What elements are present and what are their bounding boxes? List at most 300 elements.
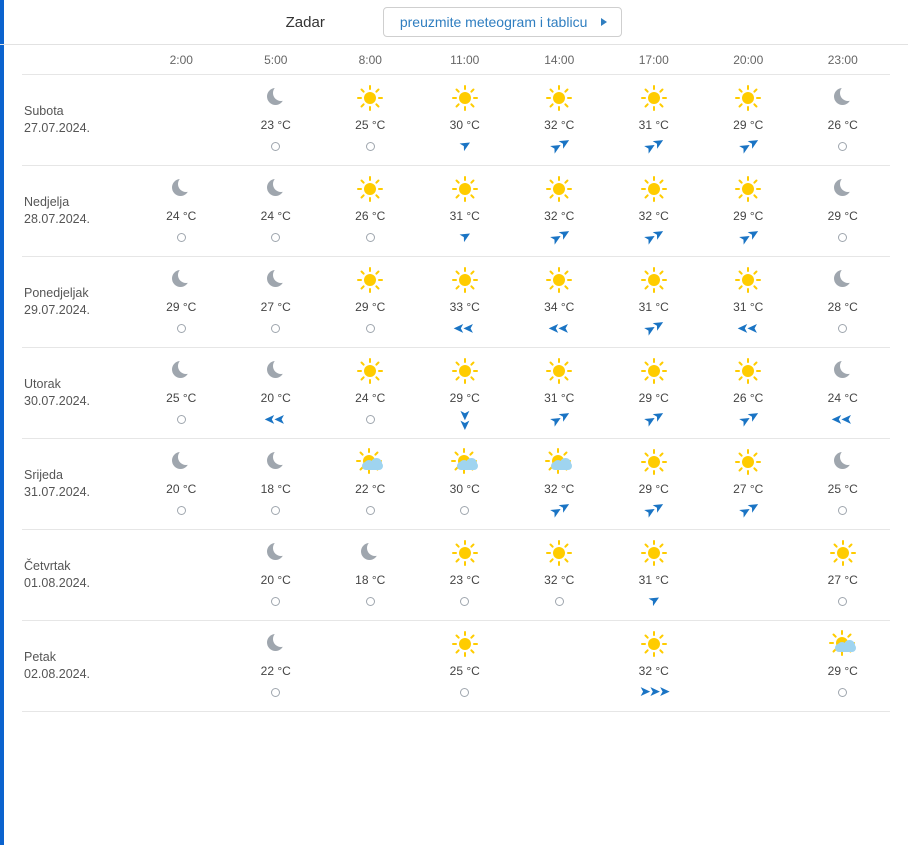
wind-calm-icon	[460, 688, 469, 697]
temperature-value: 32 °C	[638, 664, 669, 678]
wind-barb-icon: ➤➤	[735, 498, 761, 522]
temperature-value: 24 °C	[827, 391, 858, 405]
forecast-hour-cell	[607, 166, 702, 256]
temperature-value: 24 °C	[355, 391, 386, 405]
forecast-hour-cell	[229, 439, 324, 529]
left-accent-bar	[0, 0, 4, 845]
temperature-value: 32 °C	[544, 209, 575, 223]
temperature-value: 31 °C	[638, 573, 669, 587]
sunny-icon	[357, 267, 383, 293]
weather-icon-slot	[607, 627, 702, 661]
wind-calm-icon	[366, 597, 375, 606]
weather-icon-slot	[607, 172, 702, 206]
wind-indicator-slot	[796, 226, 891, 248]
forecast-hour-cell	[796, 530, 891, 620]
sunny-icon	[357, 176, 383, 202]
wind-calm-icon	[271, 324, 280, 333]
forecast-day-row	[22, 348, 890, 439]
wind-indicator-slot	[418, 499, 513, 521]
wind-calm-icon	[271, 233, 280, 242]
weather-icon-slot	[229, 263, 324, 297]
wind-indicator-slot	[512, 317, 607, 339]
temperature-value: 27 °C	[733, 482, 764, 496]
hour-header-cell: 20:00	[733, 53, 764, 67]
weather-icon-slot	[229, 354, 324, 388]
wind-calm-icon	[366, 233, 375, 242]
wind-indicator-slot	[796, 499, 891, 521]
wind-indicator-slot	[607, 590, 702, 612]
wind-barb-icon: ➤	[645, 591, 662, 611]
weather-icon-slot	[607, 354, 702, 388]
temperature-value	[134, 115, 229, 135]
day-date: 31.07.2024.	[24, 485, 91, 499]
clear-night-icon	[264, 450, 288, 474]
temperature-value: 29 °C	[827, 209, 858, 223]
clear-night-icon	[358, 541, 382, 565]
clear-night-icon	[831, 450, 855, 474]
wind-barb-icon: ➤➤	[735, 134, 761, 158]
weather-icon-slot	[134, 627, 229, 661]
day-hour-cells	[134, 75, 890, 165]
forecast-hour-cell	[229, 348, 324, 438]
temperature-value: 27 °C	[827, 573, 858, 587]
weather-icon-slot	[512, 536, 607, 570]
wind-barb-icon: ➤	[456, 136, 473, 156]
day-name: Petak	[24, 650, 56, 664]
sunny-icon	[641, 358, 667, 384]
weather-icon-slot	[229, 627, 324, 661]
sunny-icon	[357, 85, 383, 111]
temperature-value: 26 °C	[355, 209, 386, 223]
temperature-value: 25 °C	[355, 118, 386, 132]
sunny-icon	[452, 85, 478, 111]
weather-icon-slot	[796, 627, 891, 661]
day-label-cell	[22, 257, 134, 347]
temperature-value: 28 °C	[827, 300, 858, 314]
clear-night-icon	[831, 359, 855, 383]
weather-icon-slot	[701, 627, 796, 661]
forecast-hour-cell	[229, 257, 324, 347]
weather-icon-slot	[796, 445, 891, 479]
wind-indicator-slot	[607, 681, 702, 703]
temperature-value: 29 °C	[355, 300, 386, 314]
weather-icon-slot	[134, 354, 229, 388]
hour-header-cell: 8:00	[358, 53, 382, 67]
temperature-value: 32 °C	[638, 209, 669, 223]
temperature-value: 22 °C	[355, 482, 386, 496]
temperature-value: 31 °C	[638, 300, 669, 314]
weather-icon-slot	[701, 536, 796, 570]
temperature-value: 32 °C	[544, 118, 575, 132]
weather-icon-slot	[134, 445, 229, 479]
wind-barb-icon: ➤➤	[738, 320, 758, 336]
forecast-hour-cell	[607, 439, 702, 529]
weather-icon-slot	[418, 627, 513, 661]
weather-icon-slot	[701, 263, 796, 297]
temperature-value: 25 °C	[827, 482, 858, 496]
hour-header-cell: 2:00	[169, 53, 193, 67]
forecast-hour-cell	[607, 75, 702, 165]
sunny-icon	[641, 267, 667, 293]
wind-indicator-slot	[701, 408, 796, 430]
forecast-hour-cell	[701, 348, 796, 438]
weather-icon-slot	[229, 536, 324, 570]
temperature-value: 25 °C	[166, 391, 197, 405]
wind-calm-icon	[366, 415, 375, 424]
wind-indicator-slot	[134, 317, 229, 339]
weather-icon-slot	[418, 172, 513, 206]
clear-night-icon	[264, 86, 288, 110]
wind-indicator-slot	[607, 408, 702, 430]
clear-night-icon	[169, 359, 193, 383]
wind-calm-icon	[838, 324, 847, 333]
wind-indicator-slot	[796, 317, 891, 339]
sunny-icon	[641, 449, 667, 475]
wind-indicator-slot	[512, 135, 607, 157]
weather-icon-slot	[323, 354, 418, 388]
forecast-hour-cell	[134, 348, 229, 438]
sunny-icon	[546, 176, 572, 202]
day-hour-cells	[134, 621, 890, 711]
wind-calm-icon	[555, 597, 564, 606]
forecast-hour-cell	[418, 257, 513, 347]
sunny-icon	[641, 540, 667, 566]
day-name: Ponedjeljak	[24, 286, 89, 300]
day-name: Subota	[24, 104, 64, 118]
weather-icon-slot	[701, 81, 796, 115]
forecast-hour-cell	[229, 75, 324, 165]
forecast-hour-cell	[512, 166, 607, 256]
day-label-cell	[22, 75, 134, 165]
partly-cloudy-icon	[828, 631, 858, 657]
download-meteogram-button[interactable]	[383, 7, 623, 37]
wind-indicator-slot	[229, 135, 324, 157]
wind-indicator-slot	[796, 590, 891, 612]
hour-header-cell: 23:00	[827, 53, 858, 67]
temperature-value: 18 °C	[260, 482, 291, 496]
forecast-hour-cell	[323, 348, 418, 438]
clear-night-icon	[831, 268, 855, 292]
clear-night-icon	[169, 450, 193, 474]
wind-indicator-slot	[607, 499, 702, 521]
wind-indicator-slot	[323, 408, 418, 430]
forecast-day-row	[22, 621, 890, 712]
wind-indicator-slot	[229, 590, 324, 612]
clear-night-icon	[169, 268, 193, 292]
day-hour-cells	[134, 348, 890, 438]
forecast-hour-cell	[418, 166, 513, 256]
city-name: Zadar	[285, 13, 325, 31]
wind-indicator-slot	[701, 590, 796, 612]
wind-indicator-slot	[323, 317, 418, 339]
temperature-value: 29 °C	[638, 391, 669, 405]
day-hour-cells	[134, 530, 890, 620]
weather-icon-slot	[512, 354, 607, 388]
weather-icon-slot	[512, 172, 607, 206]
wind-indicator-slot	[323, 681, 418, 703]
wind-indicator-slot	[701, 499, 796, 521]
forecast-hour-cell	[796, 75, 891, 165]
forecast-hour-cell	[701, 166, 796, 256]
temperature-value: 18 °C	[355, 573, 386, 587]
day-date: 29.07.2024.	[24, 303, 91, 317]
temperature-value	[323, 661, 418, 681]
wind-barb-icon: ➤➤	[546, 225, 572, 249]
forecast-hour-cell	[323, 166, 418, 256]
wind-barb-icon: ➤➤	[641, 407, 667, 431]
wind-indicator-slot	[701, 681, 796, 703]
temperature-value	[701, 570, 796, 590]
wind-barb-icon: ➤➤	[735, 225, 761, 249]
day-label-cell	[22, 166, 134, 256]
wind-barb-icon: ➤➤➤	[639, 684, 669, 700]
weather-icon-slot	[323, 536, 418, 570]
forecast-hour-cell	[796, 348, 891, 438]
forecast-hour-cell	[418, 530, 513, 620]
wind-calm-icon	[271, 688, 280, 697]
forecast-hour-cell	[323, 439, 418, 529]
wind-barb-icon: ➤	[456, 227, 473, 247]
forecast-table	[22, 45, 890, 712]
wind-indicator-slot	[229, 681, 324, 703]
forecast-hour-cell	[607, 348, 702, 438]
wind-indicator-slot	[134, 408, 229, 430]
temperature-value: 29 °C	[166, 300, 197, 314]
wind-indicator-slot	[512, 226, 607, 248]
clear-night-icon	[264, 541, 288, 565]
sunny-icon	[452, 358, 478, 384]
day-date: 27.07.2024.	[24, 121, 91, 135]
wind-barb-icon: ➤➤	[641, 316, 667, 340]
forecast-hour-cell	[701, 621, 796, 711]
temperature-value: 32 °C	[544, 482, 575, 496]
chevron-right-icon	[601, 18, 607, 26]
day-name: Četvrtak	[24, 559, 71, 573]
download-button-label: preuzmite meteogram i tablicu	[399, 14, 588, 30]
temperature-value: 27 °C	[260, 300, 291, 314]
weather-icon-slot	[229, 445, 324, 479]
forecast-day-row	[22, 75, 890, 166]
wind-indicator-slot	[796, 408, 891, 430]
forecast-day-row	[22, 257, 890, 348]
temperature-value: 30 °C	[449, 118, 480, 132]
wind-indicator-slot	[134, 590, 229, 612]
forecast-hour-cell	[701, 530, 796, 620]
forecast-hour-cell	[323, 257, 418, 347]
forecast-hour-cell	[607, 621, 702, 711]
hours-header-spacer	[22, 45, 134, 74]
forecast-header	[0, 0, 908, 45]
forecast-hour-cell	[134, 621, 229, 711]
wind-calm-icon	[366, 506, 375, 515]
day-name: Nedjelja	[24, 195, 70, 209]
wind-indicator-slot	[134, 499, 229, 521]
wind-calm-icon	[838, 142, 847, 151]
temperature-value: 24 °C	[166, 209, 197, 223]
day-label-cell	[22, 530, 134, 620]
sunny-icon	[641, 176, 667, 202]
wind-indicator-slot	[512, 499, 607, 521]
forecast-days	[22, 75, 890, 712]
day-hour-cells	[134, 257, 890, 347]
sunny-icon	[452, 267, 478, 293]
weather-icon-slot	[418, 263, 513, 297]
temperature-value: 22 °C	[260, 664, 291, 678]
temperature-value: 29 °C	[638, 482, 669, 496]
wind-indicator-slot	[418, 135, 513, 157]
forecast-hour-cell	[512, 75, 607, 165]
day-label-cell	[22, 439, 134, 529]
wind-calm-icon	[460, 597, 469, 606]
wind-calm-icon	[271, 142, 280, 151]
wind-indicator-slot	[607, 135, 702, 157]
forecast-hour-cell	[418, 348, 513, 438]
wind-barb-icon: ➤➤	[549, 320, 569, 336]
wind-calm-icon	[271, 597, 280, 606]
forecast-hour-cell	[512, 257, 607, 347]
wind-indicator-slot	[229, 317, 324, 339]
clear-night-icon	[169, 177, 193, 201]
forecast-hour-cell	[323, 75, 418, 165]
sunny-icon	[357, 358, 383, 384]
sunny-icon	[735, 358, 761, 384]
sunny-icon	[452, 176, 478, 202]
wind-calm-icon	[838, 597, 847, 606]
hour-header-cell: 11:00	[450, 53, 480, 67]
weather-icon-slot	[701, 445, 796, 479]
clear-night-icon	[264, 268, 288, 292]
wind-indicator-slot	[418, 226, 513, 248]
weather-icon-slot	[796, 172, 891, 206]
wind-indicator-slot	[796, 135, 891, 157]
temperature-value	[701, 661, 796, 681]
wind-calm-icon	[177, 233, 186, 242]
temperature-value: 20 °C	[260, 573, 291, 587]
forecast-hour-cell	[512, 621, 607, 711]
sunny-icon	[546, 540, 572, 566]
day-hour-cells	[134, 439, 890, 529]
hour-header-cell: 17:00	[638, 53, 669, 67]
forecast-hour-cell	[418, 75, 513, 165]
wind-indicator-slot	[607, 317, 702, 339]
weather-icon-slot	[323, 445, 418, 479]
weather-icon-slot	[134, 263, 229, 297]
wind-barb-icon: ➤➤	[641, 225, 667, 249]
weather-icon-slot	[134, 81, 229, 115]
forecast-hour-cell	[134, 439, 229, 529]
forecast-hour-cell	[512, 348, 607, 438]
forecast-hour-cell	[701, 439, 796, 529]
temperature-value	[512, 661, 607, 681]
wind-indicator-slot	[134, 226, 229, 248]
sunny-icon	[641, 85, 667, 111]
sunny-icon	[641, 631, 667, 657]
temperature-value: 31 °C	[449, 209, 480, 223]
temperature-value: 30 °C	[449, 482, 480, 496]
temperature-value	[134, 661, 229, 681]
wind-calm-icon	[177, 506, 186, 515]
wind-barb-icon: ➤➤	[266, 411, 286, 427]
wind-barb-icon: ➤➤	[546, 134, 572, 158]
hour-header-cell: 5:00	[264, 53, 288, 67]
weather-icon-slot	[512, 81, 607, 115]
forecast-hour-cell	[607, 257, 702, 347]
temperature-value: 26 °C	[733, 391, 764, 405]
weather-icon-slot	[323, 172, 418, 206]
forecast-hour-cell	[418, 439, 513, 529]
forecast-hour-cell	[796, 257, 891, 347]
wind-indicator-slot	[512, 681, 607, 703]
day-date: 30.07.2024.	[24, 394, 91, 408]
wind-indicator-slot	[323, 226, 418, 248]
sunny-icon	[546, 358, 572, 384]
wind-indicator-slot	[229, 226, 324, 248]
sunny-icon	[735, 176, 761, 202]
temperature-value: 31 °C	[638, 118, 669, 132]
forecast-hour-cell	[607, 530, 702, 620]
weather-icon-slot	[512, 263, 607, 297]
weather-icon-slot	[701, 354, 796, 388]
wind-indicator-slot	[323, 590, 418, 612]
wind-calm-icon	[838, 688, 847, 697]
forecast-hour-cell	[796, 621, 891, 711]
wind-barb-icon: ➤➤	[546, 407, 572, 431]
hours-header-row	[22, 45, 890, 75]
temperature-value: 20 °C	[166, 482, 197, 496]
temperature-value: 33 °C	[449, 300, 480, 314]
weather-icon-slot	[418, 354, 513, 388]
wind-barb-icon: ➤➤	[735, 407, 761, 431]
clear-night-icon	[264, 177, 288, 201]
weather-icon-slot	[701, 172, 796, 206]
wind-indicator-slot	[134, 681, 229, 703]
sunny-icon	[735, 267, 761, 293]
weather-icon-slot	[607, 445, 702, 479]
wind-calm-icon	[177, 415, 186, 424]
temperature-value: 31 °C	[733, 300, 764, 314]
wind-barb-icon: ➤➤	[455, 320, 475, 336]
wind-barb-icon: ➤➤	[456, 409, 473, 429]
wind-indicator-slot	[701, 317, 796, 339]
temperature-value: 29 °C	[827, 664, 858, 678]
wind-calm-icon	[460, 506, 469, 515]
temperature-value: 29 °C	[449, 391, 480, 405]
wind-barb-icon: ➤➤	[546, 498, 572, 522]
wind-indicator-slot	[512, 590, 607, 612]
day-label-cell	[22, 621, 134, 711]
wind-indicator-slot	[134, 135, 229, 157]
weather-icon-slot	[796, 536, 891, 570]
clear-night-icon	[831, 177, 855, 201]
weather-icon-slot	[418, 536, 513, 570]
forecast-day-row	[22, 439, 890, 530]
forecast-hour-cell	[229, 166, 324, 256]
sunny-icon	[546, 267, 572, 293]
forecast-hour-cell	[229, 621, 324, 711]
clear-night-icon	[264, 632, 288, 656]
hours-header-cells	[134, 45, 890, 74]
sunny-icon	[830, 540, 856, 566]
hour-header-cell: 14:00	[544, 53, 575, 67]
wind-indicator-slot	[323, 135, 418, 157]
forecast-hour-cell	[701, 75, 796, 165]
wind-indicator-slot	[229, 408, 324, 430]
day-name: Utorak	[24, 377, 61, 391]
sunny-icon	[735, 85, 761, 111]
weather-icon-slot	[134, 172, 229, 206]
wind-barb-icon: ➤➤	[641, 498, 667, 522]
temperature-value: 31 °C	[544, 391, 575, 405]
